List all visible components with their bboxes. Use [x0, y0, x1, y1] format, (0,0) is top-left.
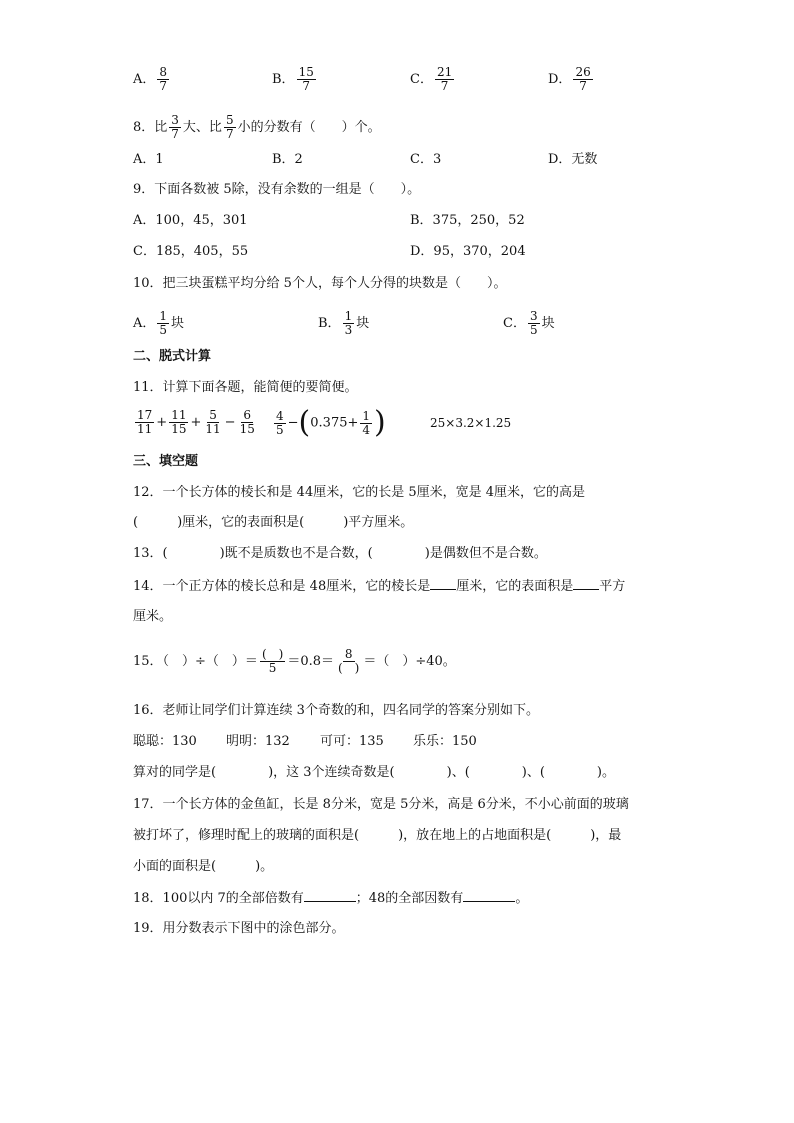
close-paren: ) — [374, 405, 386, 440]
fraction — [343, 310, 355, 337]
denominator: 5 — [276, 422, 284, 437]
q10-option-b — [318, 310, 369, 337]
answer-blank[interactable] — [463, 889, 515, 902]
numerator: 17 — [137, 408, 153, 422]
denominator: 15 — [171, 422, 187, 436]
fraction — [169, 409, 188, 436]
q16-answer-lele: 乐乐：150 — [413, 734, 477, 749]
answer-blank[interactable] — [304, 889, 356, 902]
q14-text-b: 厘米，它的表面积是 — [456, 579, 574, 594]
q14-text-c: 平方 — [599, 579, 626, 594]
q14-line-1 — [133, 577, 625, 596]
option-letter: C． — [503, 316, 526, 331]
q10-option-c — [503, 310, 555, 337]
fraction — [336, 648, 361, 675]
q9-option-a: A．100，45，301 — [133, 213, 248, 228]
numerator: ( ) — [261, 647, 284, 661]
q17-line-3: 小面的面积是( )。 — [133, 859, 274, 874]
q17-line-1: 17．一个长方体的金鱼缸，长是 8分米，宽是 5分米，高是 6分米，不小心前面的玻璃 — [133, 797, 629, 812]
numerator: 1 — [159, 309, 168, 323]
denominator: 4 — [362, 422, 371, 437]
q16-answer-congcong: 聪聪：130 — [133, 734, 197, 749]
numerator: 4 — [276, 408, 284, 423]
numerator: 3 — [171, 113, 179, 127]
denominator: 15 — [239, 422, 255, 436]
denominator: 7 — [171, 127, 179, 141]
fraction — [157, 66, 169, 93]
q15-suffix: ＝（ ）÷40。 — [363, 654, 456, 669]
q18-text-b: ；48的全部因数有 — [355, 891, 464, 906]
fraction — [203, 409, 222, 436]
q9-option-b: B．375，250，52 — [410, 213, 525, 228]
q19-question: 19．用分数表示下图中的涂色部分。 — [133, 921, 345, 936]
fraction — [274, 410, 286, 437]
q14-text-a: 14．一个正方体的棱长总和是 48厘米，它的棱长是 — [133, 579, 431, 594]
q16-answer-keke: 可可：135 — [320, 734, 384, 749]
numerator: 8 — [344, 647, 353, 661]
option-unit: 块 — [171, 316, 185, 331]
fraction — [297, 66, 316, 93]
q8-suffix: 小的分数有（ ）个。 — [237, 120, 381, 135]
numerator: 5 — [225, 113, 234, 127]
q18-text-a: 18．100以内 7的全部倍数有 — [133, 891, 304, 906]
denominator: 7 — [579, 79, 587, 93]
numerator: 6 — [243, 408, 252, 422]
q8-option-b: B．2 — [272, 152, 303, 167]
section-heading-calculation: 二、脱式计算 — [133, 349, 212, 364]
option-letter: C． — [410, 72, 433, 87]
numerator: 21 — [436, 65, 453, 79]
fraction — [528, 310, 540, 337]
answer-blank[interactable] — [430, 577, 456, 590]
denominator: 11 — [205, 422, 221, 436]
q7-option-a — [133, 66, 171, 93]
q16-line-3: 算对的同学是( )，这 3个连续奇数是( )、( )、( )。 — [133, 765, 615, 780]
denominator: 11 — [137, 422, 153, 436]
q7-option-d — [548, 66, 595, 93]
denominator: 5 — [268, 661, 277, 675]
q15-equals: ＝0.8＝ — [287, 654, 334, 669]
q9-question: 9．下面各数被 5除，没有余数的一组是（ ）。 — [133, 182, 421, 197]
numerator: 1 — [362, 408, 371, 423]
q12-line-2: ( )厘米，它的表面积是( )平方厘米。 — [133, 515, 414, 530]
denominator: 7 — [302, 79, 311, 93]
operator: + — [347, 415, 359, 431]
denominator: 7 — [225, 127, 234, 141]
q10-question: 10．把三块蛋糕平均分给 5个人，每个人分得的块数是（ ）。 — [133, 276, 507, 291]
q7-option-b — [272, 66, 318, 93]
fraction — [169, 114, 181, 141]
q8-option-a: A．1 — [133, 152, 164, 167]
fraction — [435, 66, 454, 93]
numerator: 11 — [171, 408, 187, 422]
q10-option-a — [133, 310, 184, 337]
numerator: 26 — [575, 65, 591, 79]
q11-question: 11．计算下面各题，能简便的要简便。 — [133, 380, 358, 395]
fraction — [224, 114, 236, 141]
q8-prefix: 8．比 — [133, 120, 168, 135]
q18-question — [133, 889, 528, 908]
q15-question — [133, 646, 456, 678]
q8-question — [133, 114, 381, 141]
q16-question: 16．老师让同学们计算连续 3个奇数的和，四名同学的答案分别如下。 — [133, 703, 539, 718]
operator: + — [190, 415, 202, 430]
q7-option-c — [410, 66, 456, 93]
q11-expression-3: 25×3.2×1.25 — [430, 416, 512, 430]
numerator: 5 — [209, 408, 217, 422]
q8-option-d: D．无数 — [548, 152, 598, 167]
q12-line-1: 12．一个长方体的棱长和是 44厘米，它的长是 5厘米，宽是 4厘米，它的高是 — [133, 485, 586, 500]
option-letter: D． — [548, 72, 572, 87]
q16-answer-mingming: 明明：132 — [226, 734, 290, 749]
option-letter: B． — [318, 316, 341, 331]
q15-prefix: 15．（ ）÷（ ）＝ — [133, 654, 258, 669]
q8-mid: 大、比 — [182, 120, 222, 135]
q11-expression-1 — [133, 408, 259, 438]
q14-line-2: 厘米。 — [133, 609, 173, 624]
fraction — [360, 410, 372, 437]
option-letter: A． — [133, 316, 156, 331]
fraction — [238, 409, 257, 436]
option-letter: A． — [133, 72, 156, 87]
option-unit: 块 — [541, 316, 555, 331]
q8-option-c: C．3 — [410, 152, 442, 167]
fraction — [135, 409, 154, 436]
decimal-value: 0.375 — [310, 415, 348, 431]
q13-question: 13．( )既不是质数也不是合数，( )是偶数但不是合数。 — [133, 546, 547, 561]
operator: − — [224, 415, 236, 430]
numerator: 15 — [298, 65, 314, 79]
denominator: 5 — [159, 323, 168, 337]
denominator: ( ) — [338, 661, 360, 675]
numerator: 1 — [344, 309, 353, 323]
operator: + — [156, 415, 168, 430]
fraction — [573, 66, 592, 93]
option-unit: 块 — [356, 316, 370, 331]
q9-option-c: C．185，405，55 — [133, 244, 249, 259]
section-heading-fill-blank: 三、填空题 — [133, 454, 199, 469]
q9-option-d: D．95，370，204 — [410, 244, 526, 259]
fraction — [157, 310, 169, 337]
operator: − — [287, 415, 299, 431]
q17-line-2: 被打坏了，修理时配上的玻璃的面积是( )，放在地上的占地面积是( )，最 — [133, 828, 622, 843]
denominator: 3 — [344, 323, 353, 337]
q18-text-c: 。 — [515, 891, 529, 906]
numerator: 3 — [529, 309, 538, 323]
answer-blank[interactable] — [573, 577, 599, 590]
numerator: 8 — [159, 65, 168, 79]
denominator: 7 — [159, 79, 168, 93]
denominator: 5 — [529, 323, 538, 337]
open-paren: ( — [298, 405, 311, 440]
option-letter: B． — [272, 72, 295, 87]
fraction — [260, 648, 285, 675]
denominator: 7 — [440, 79, 449, 93]
q11-expression-2 — [272, 405, 386, 440]
